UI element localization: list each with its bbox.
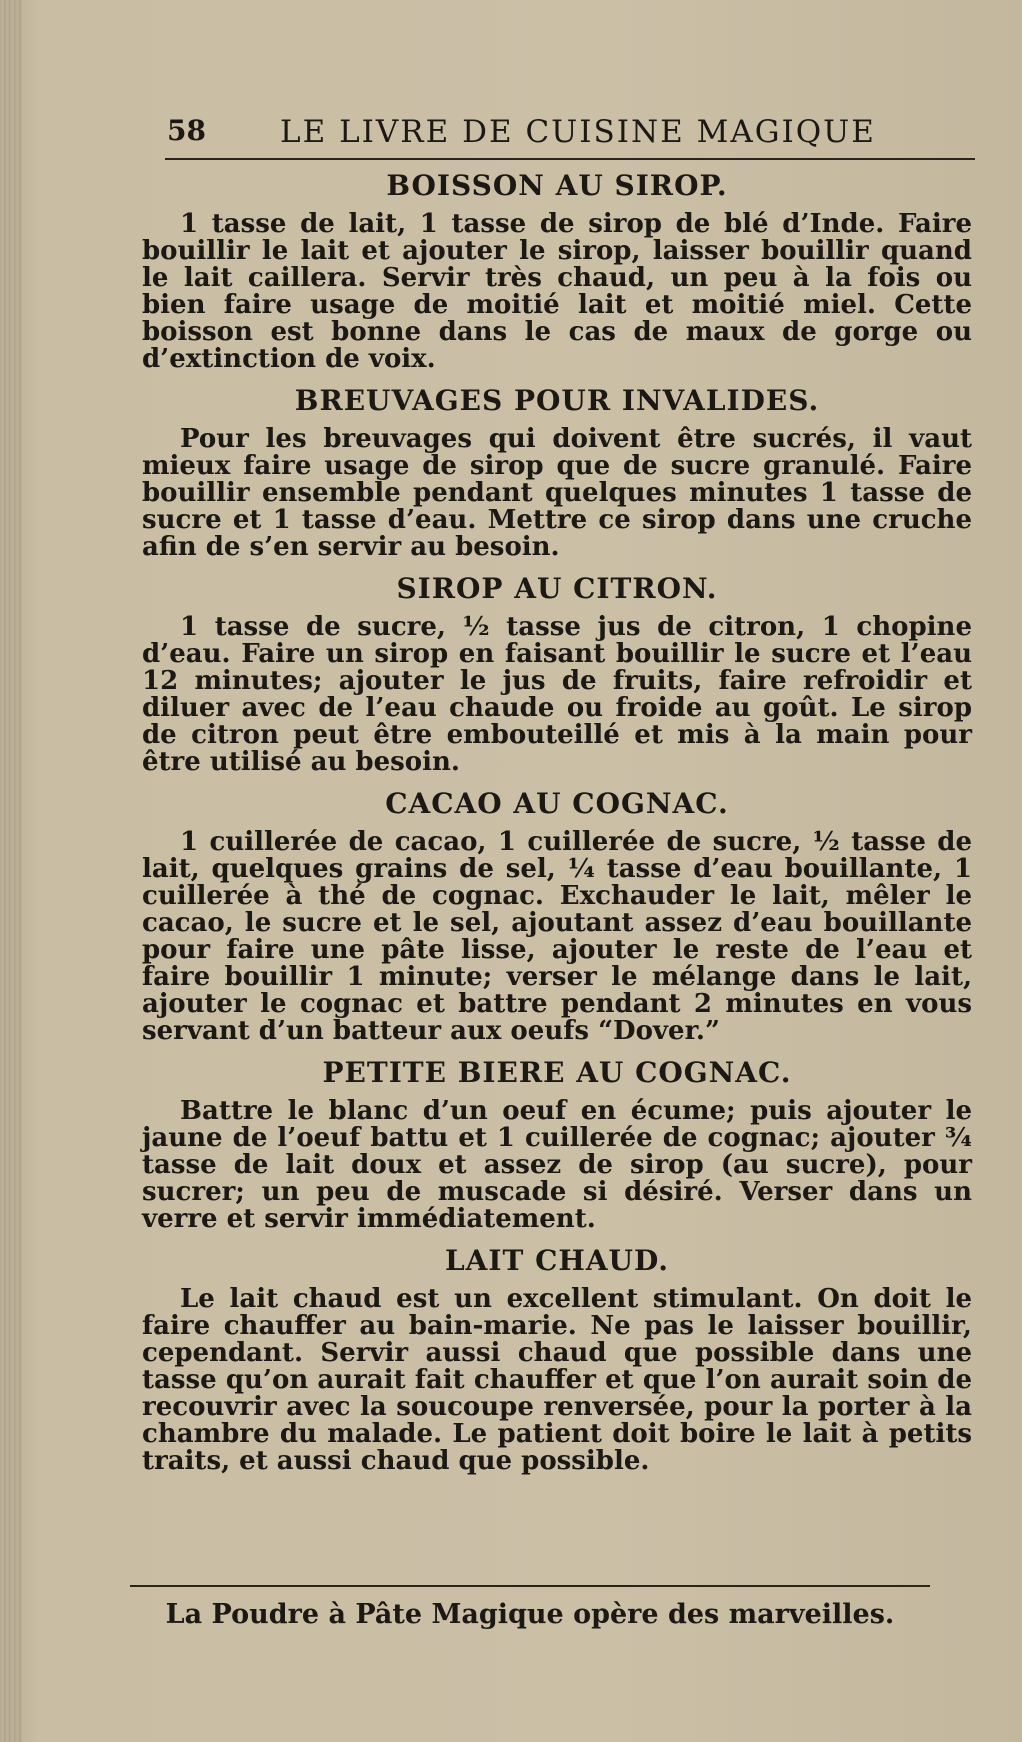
recipe-text: 1 tasse de sucre, ½ tasse jus de citron, 1 chopine d’eau. Faire un sirop en faisant bouillir le sucre et l’eau 12 minutes; ajouter le jus de fruits, faire refroidir et diluer avec de l’eau chaude ou froide au goût. Le sirop de citron peut être embouteillé et mis à la main pour être utilisé au besoin. — [142, 612, 972, 777]
footer-slogan: La Poudre à Pâte Magique opère des marveilles. — [130, 1585, 930, 1630]
recipe-text: Battre le blanc d’un oeuf en écume; puis ajouter le jaune de l’oeuf battu et 1 cuillerée de cognac; ajouter ¾ tasse de lait doux et assez de sirop (au sucre), pour sucrer; un peu de muscade si désiré. Verser dans un verre et servir immédiatement. — [142, 1096, 972, 1234]
recipe-list — [142, 169, 972, 1476]
recipe-text: Pour les breuvages qui doivent être sucrés, il vaut mieux faire usage de sirop que de sucre granulé. Faire bouillir ensemble pendant quelques minutes 1 tasse de sucre et 1 tasse d’eau. Mettre ce sirop dans une cruche afin de s’en servir au besoin. — [142, 424, 972, 562]
recipe-title: LAIT CHAUD. — [444, 1244, 669, 1277]
recipe-title: BOISSON AU SIROP. — [386, 169, 728, 202]
recipe-title: PETITE BIERE AU COGNAC. — [322, 1056, 792, 1089]
running-title: LE LIVRE DE CUISINE MAGIQUE — [280, 114, 876, 150]
recipe-text: 1 cuillerée de cacao, 1 cuillerée de sucre, ½ tasse de lait, quelques grains de sel, ¼ tasse d’eau bouillante, 1 cuillerée à thé de cognac. Exchauder le lait, mêler le cacao, le sucre et le sel, ajoutant assez d’eau bouillante pour faire une pâte lisse, ajouter le reste de l’eau et faire bouillir 1 minute; verser le mélange dans le lait, ajouter le cognac et battre pendant 2 minutes en vous servant d’un batteur aux oeufs “Dover.” — [142, 827, 972, 1046]
page-edge — [0, 0, 22, 1742]
recipe-text: Le lait chaud est un excellent stimulant. On doit le faire chauffer au bain-marie. Ne pas le laisser bouillir, cependant. Servir aussi chaud que possible dans une tasse qu’on aurait fait chauffer et que l’on aurait soin de recouvrir avec la soucoupe renversée, pour la porter à la chambre du malade. Le patient doit boire le lait à petits traits, et aussi chaud que possible. — [142, 1284, 972, 1476]
recipe-title: BREUVAGES POUR INVALIDES. — [294, 384, 820, 417]
recipe-title: CACAO AU COGNAC. — [385, 787, 729, 820]
page-header — [165, 112, 975, 160]
page-number: 58 — [167, 114, 206, 147]
recipe-text: 1 tasse de lait, 1 tasse de sirop de blé d’Inde. Faire bouillir le lait et ajouter le sirop, laisser bouillir quand le lait caillera. Servir très chaud, un peu à la fois ou bien faire usage de moitié lait et moitié miel. Cette boisson est bonne dans le cas de maux de gorge ou d’extinction de voix. — [142, 209, 972, 374]
recipe-title: SIROP AU CITRON. — [396, 572, 718, 605]
